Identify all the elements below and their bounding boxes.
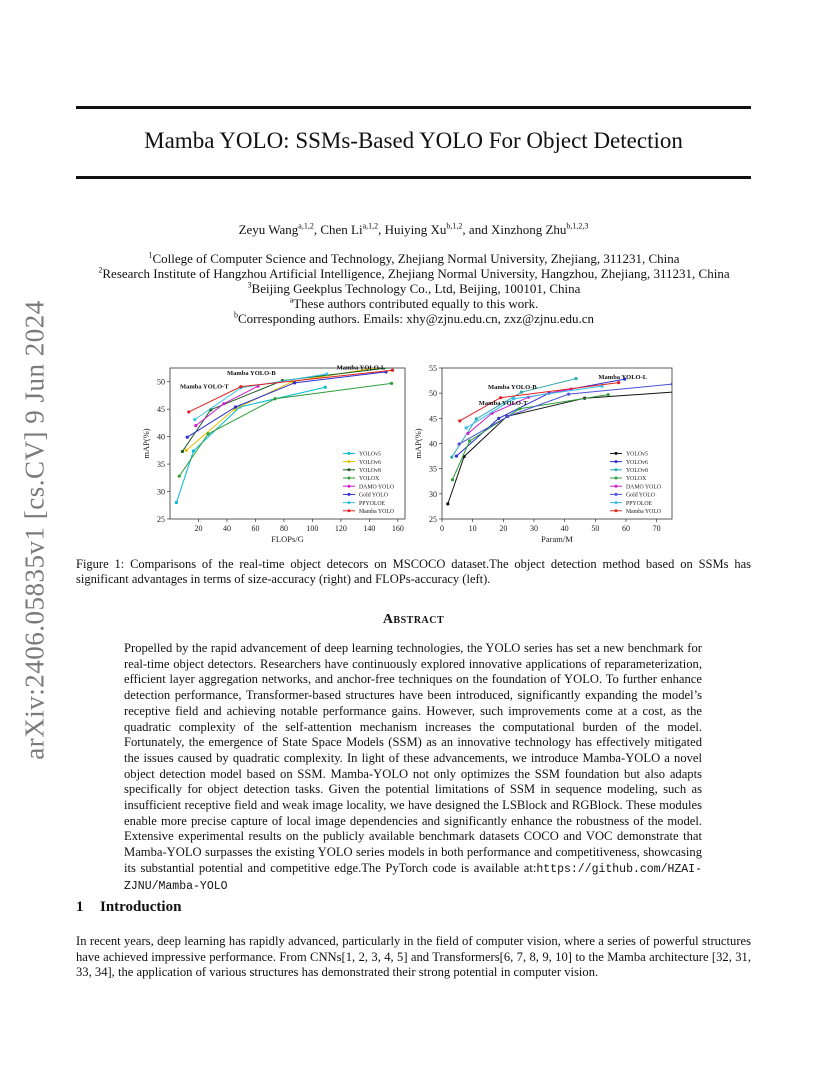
section-heading <box>76 899 181 916</box>
x-axis-label: FLOPs/G <box>271 534 304 544</box>
legend-label: DAMO YOLO <box>359 484 395 491</box>
x-tick-label: 50 <box>591 524 600 533</box>
params-accuracy-chart <box>412 360 682 545</box>
data-point <box>567 393 570 396</box>
author-separator: , and <box>462 222 491 237</box>
data-point <box>293 381 296 384</box>
x-tick-label: 140 <box>363 524 376 533</box>
data-point <box>607 393 610 396</box>
author-name: Zeyu Wang <box>238 222 299 237</box>
y-tick-label: 35 <box>429 464 437 474</box>
legend-marker <box>348 501 351 504</box>
author-name: Chen Li <box>320 222 363 237</box>
series-line <box>186 366 384 450</box>
series-line <box>189 370 393 412</box>
introduction-paragraph: In recent years, deep learning has rapidly advanced, particularly in the field of computer vision, where a series of powerful structures have achieved impressive performance. From CNNs[1, 2, 3, 4, 5] and Transformers[6, 7, 8, 9, 10] to the Mamba architecture [32, 31, 33, 34], the application of various structures has demonstrated their strong potential in computer vision. <box>76 934 751 979</box>
equal-contribution-note: $^a$These authors contributed equally to this work. <box>289 295 539 311</box>
y-tick-label: 45 <box>157 405 165 415</box>
legend-label: YOLOv8 <box>626 468 648 474</box>
legend-label: DAMO YOLO <box>626 484 662 491</box>
data-point <box>390 382 393 385</box>
data-point <box>181 450 184 453</box>
legend-label: Gold YOLO <box>359 492 388 499</box>
arxiv-side-stamp <box>0 300 70 760</box>
legend-marker <box>615 485 618 488</box>
legend-marker <box>615 460 618 463</box>
x-tick-label: 70 <box>652 524 661 533</box>
data-point <box>465 426 468 429</box>
code-link[interactable]: https://github.com/HZAI-ZJNU/Mamba-YOLO <box>124 862 702 893</box>
y-tick-label: 25 <box>157 515 165 524</box>
x-tick-label: 20 <box>194 524 203 533</box>
legend-marker <box>615 477 618 480</box>
y-tick-label: 25 <box>429 515 437 524</box>
x-tick-label: 60 <box>622 524 630 533</box>
x-tick-label: 100 <box>306 524 319 533</box>
y-axis-label: mAP(%) <box>141 428 151 459</box>
data-point <box>499 396 502 399</box>
legend-marker <box>348 468 351 471</box>
abstract-heading: Abstract <box>382 612 445 627</box>
legend-marker <box>348 477 351 480</box>
corresponding-authors-note: $^b$Corresponding authors. Emails: xhy@zjnu.edu.cn, zxz@zjnu.edu.cn <box>233 310 595 326</box>
data-point <box>404 364 407 367</box>
data-point <box>468 439 471 442</box>
model-annotation: Mamba YOLO-L <box>336 364 386 372</box>
figure-caption: Figure 1: Comparisons of the real-time object detecors on MSCOCO dataset.The object detection method based on SSMs has significant advantages in terms of size-accuracy (right) and FLOPs-accuracy (left). <box>76 557 751 586</box>
data-point <box>458 442 461 445</box>
x-tick-label: 40 <box>222 524 231 533</box>
x-tick-label: 30 <box>530 524 538 533</box>
data-point <box>186 436 189 439</box>
author-separator: , <box>313 222 321 237</box>
title-top-rule <box>76 106 751 109</box>
data-point <box>391 369 394 372</box>
model-annotation: Mamba YOLO-B <box>226 370 276 378</box>
data-point <box>234 405 237 408</box>
author-affiliation-marker: b,1,2 <box>446 221 463 231</box>
legend-marker <box>615 452 618 455</box>
abstract-body: Propelled by the rapid advancement of deep learning technologies, the YOLO series has set a new benchmark for real-time object detectors. Researchers have continuously explored innovative applications of reparameterization, efficient layer aggregation networks, and anchor-free techniques on the foundation of YOLO. To further enhance detection performance, Transformer-based structures have been introduced, significantly expanding the model’s receptive field and achieving notable performance gains. However, such improvements come at a cost, as the quadratic complexity of the self-attention mechanism increases the computational burden of the model. Fortunately, the emergence of State Space Models (SSM) as an innovative technology has effectively mitigated the issues caused by quadratic complexity. In light of these advancements, we introduce Mamba-YOLO a novel object detection model based on SSM. Mamba-YOLO not only optimizes the SSM foundation but also adapts specifically for object detection tasks. Given the potential limitations of SSM in sequence modeling, such as insufficient receptive field and weak image locality, we have designed the LSBlock and RGBlock. These modules enable more precise capture of local image dependencies and significantly enhance the robustness of the model. Extensive experimental results on the publicly available benchmark datasets COCO and VOC demonstrate that Mamba-YOLO surpasses the existing YOLO series models in both performance and competitiveness, showcasing its substantial potential and competitive edge.The PyTorch code is available at:https://github.com/HZAI-ZJNU/Mamba-YOLO <box>124 641 702 893</box>
x-tick-label: 160 <box>391 524 404 533</box>
data-point <box>325 372 328 375</box>
legend-marker <box>348 485 351 488</box>
model-annotation: Mamba YOLO-L <box>598 374 648 382</box>
x-axis-label: Param/M <box>541 534 573 544</box>
legend-marker <box>615 509 618 512</box>
x-tick-label: 40 <box>560 524 569 533</box>
title-bottom-rule <box>76 176 751 179</box>
data-point <box>207 432 210 435</box>
y-tick-label: 50 <box>157 377 165 387</box>
affiliation-3: $^3$Beijing Geekplus Technology Co., Ltd, Beijing, 100101, China <box>247 280 581 296</box>
y-tick-label: 35 <box>157 460 165 470</box>
data-point <box>178 475 181 478</box>
data-point <box>222 402 225 405</box>
data-point <box>458 419 461 422</box>
arxiv-identifier: arXiv:2406.05835v1 [cs.CV] 9 Jun 2024 <box>19 300 50 760</box>
data-point <box>446 502 449 505</box>
legend-label: Mamba YOLO <box>359 509 395 515</box>
legend-label: YOLOv6 <box>626 459 648 466</box>
legend-marker <box>615 468 618 471</box>
x-tick-label: 60 <box>251 524 260 533</box>
data-point <box>574 377 577 380</box>
affiliation-1: $^1$College of Computer Science and Technology, Zhejiang Normal University, Zhejiang, 311231, China <box>148 250 680 266</box>
series-line <box>452 395 608 480</box>
series-line <box>468 389 571 433</box>
legend-label: YOLOv5 <box>359 451 381 458</box>
author-affiliation-marker: a,1,2 <box>362 221 379 231</box>
x-tick-label: 0 <box>440 524 444 533</box>
legend-label: YOLOX <box>626 476 647 483</box>
x-tick-label: 20 <box>499 524 508 533</box>
legend-marker <box>615 493 618 496</box>
data-point <box>506 415 509 418</box>
y-tick-label: 30 <box>157 487 165 497</box>
data-point <box>187 410 190 413</box>
legend-label: Mamba YOLO <box>626 509 662 515</box>
author-list <box>76 222 751 238</box>
series-line <box>179 366 405 452</box>
data-point <box>185 449 188 452</box>
author-name: Huiying Xu <box>384 222 447 237</box>
y-axis-label: mAP(%) <box>413 428 423 459</box>
series-line <box>456 379 624 456</box>
legend-marker <box>348 452 351 455</box>
legend-marker <box>348 460 351 463</box>
y-tick-label: 45 <box>429 414 437 424</box>
data-point <box>466 432 469 435</box>
legend-label: PPYOLOE <box>626 500 653 507</box>
data-point <box>475 417 478 420</box>
legend-marker <box>348 493 351 496</box>
author-affiliation-marker: b,1,2,3 <box>566 221 589 231</box>
y-tick-label: 50 <box>429 389 437 399</box>
data-point <box>192 449 195 452</box>
legend-label: PPYOLOE <box>359 500 386 507</box>
data-point <box>450 455 453 458</box>
y-tick-label: 40 <box>429 439 437 449</box>
data-point <box>194 424 197 427</box>
author-separator: , <box>378 222 385 237</box>
series-line <box>176 387 325 502</box>
data-point <box>451 478 454 481</box>
x-tick-label: 120 <box>334 524 347 533</box>
y-tick-label: 40 <box>157 432 165 442</box>
y-tick-label: 55 <box>429 364 437 373</box>
legend-label: Gold YOLO <box>626 492 655 499</box>
paper-title: Mamba YOLO: SSMs-Based YOLO For Object Detection <box>144 128 683 153</box>
legend-marker <box>348 509 351 512</box>
data-point <box>175 501 178 504</box>
legend-label: YOLOv5 <box>626 451 648 458</box>
legend-label: YOLOv6 <box>359 459 381 466</box>
model-annotation: Mamba YOLO-B <box>488 384 537 392</box>
data-point <box>455 454 458 457</box>
affiliation-2: $^2$Research Institute of Hangzhou Artificial Intelligence, Zhejiang Normal University, Hangzhou, Zhejiang, 311231, China <box>98 265 730 281</box>
author-name: Xinzhong Zhu <box>490 222 567 237</box>
section-number: 1 <box>76 899 84 915</box>
legend-label: YOLOX <box>359 476 380 483</box>
y-tick-label: 30 <box>429 489 437 499</box>
x-tick-label: 10 <box>468 524 477 533</box>
data-point <box>518 407 521 410</box>
data-point <box>617 381 620 384</box>
data-point <box>497 417 500 420</box>
data-point <box>193 418 196 421</box>
author-affiliation-marker: a,1,2 <box>298 221 314 231</box>
data-point <box>274 397 277 400</box>
legend-marker <box>615 501 618 504</box>
data-point <box>324 386 327 389</box>
flops-accuracy-chart <box>140 360 415 545</box>
legend-label: YOLOv8 <box>359 468 381 474</box>
x-tick-label: 80 <box>279 524 288 533</box>
model-annotation: Mamba YOLO-T <box>478 400 528 408</box>
model-annotation: Mamba YOLO-T <box>179 383 229 391</box>
section-title: Introduction <box>100 899 182 915</box>
data-point <box>239 385 242 388</box>
